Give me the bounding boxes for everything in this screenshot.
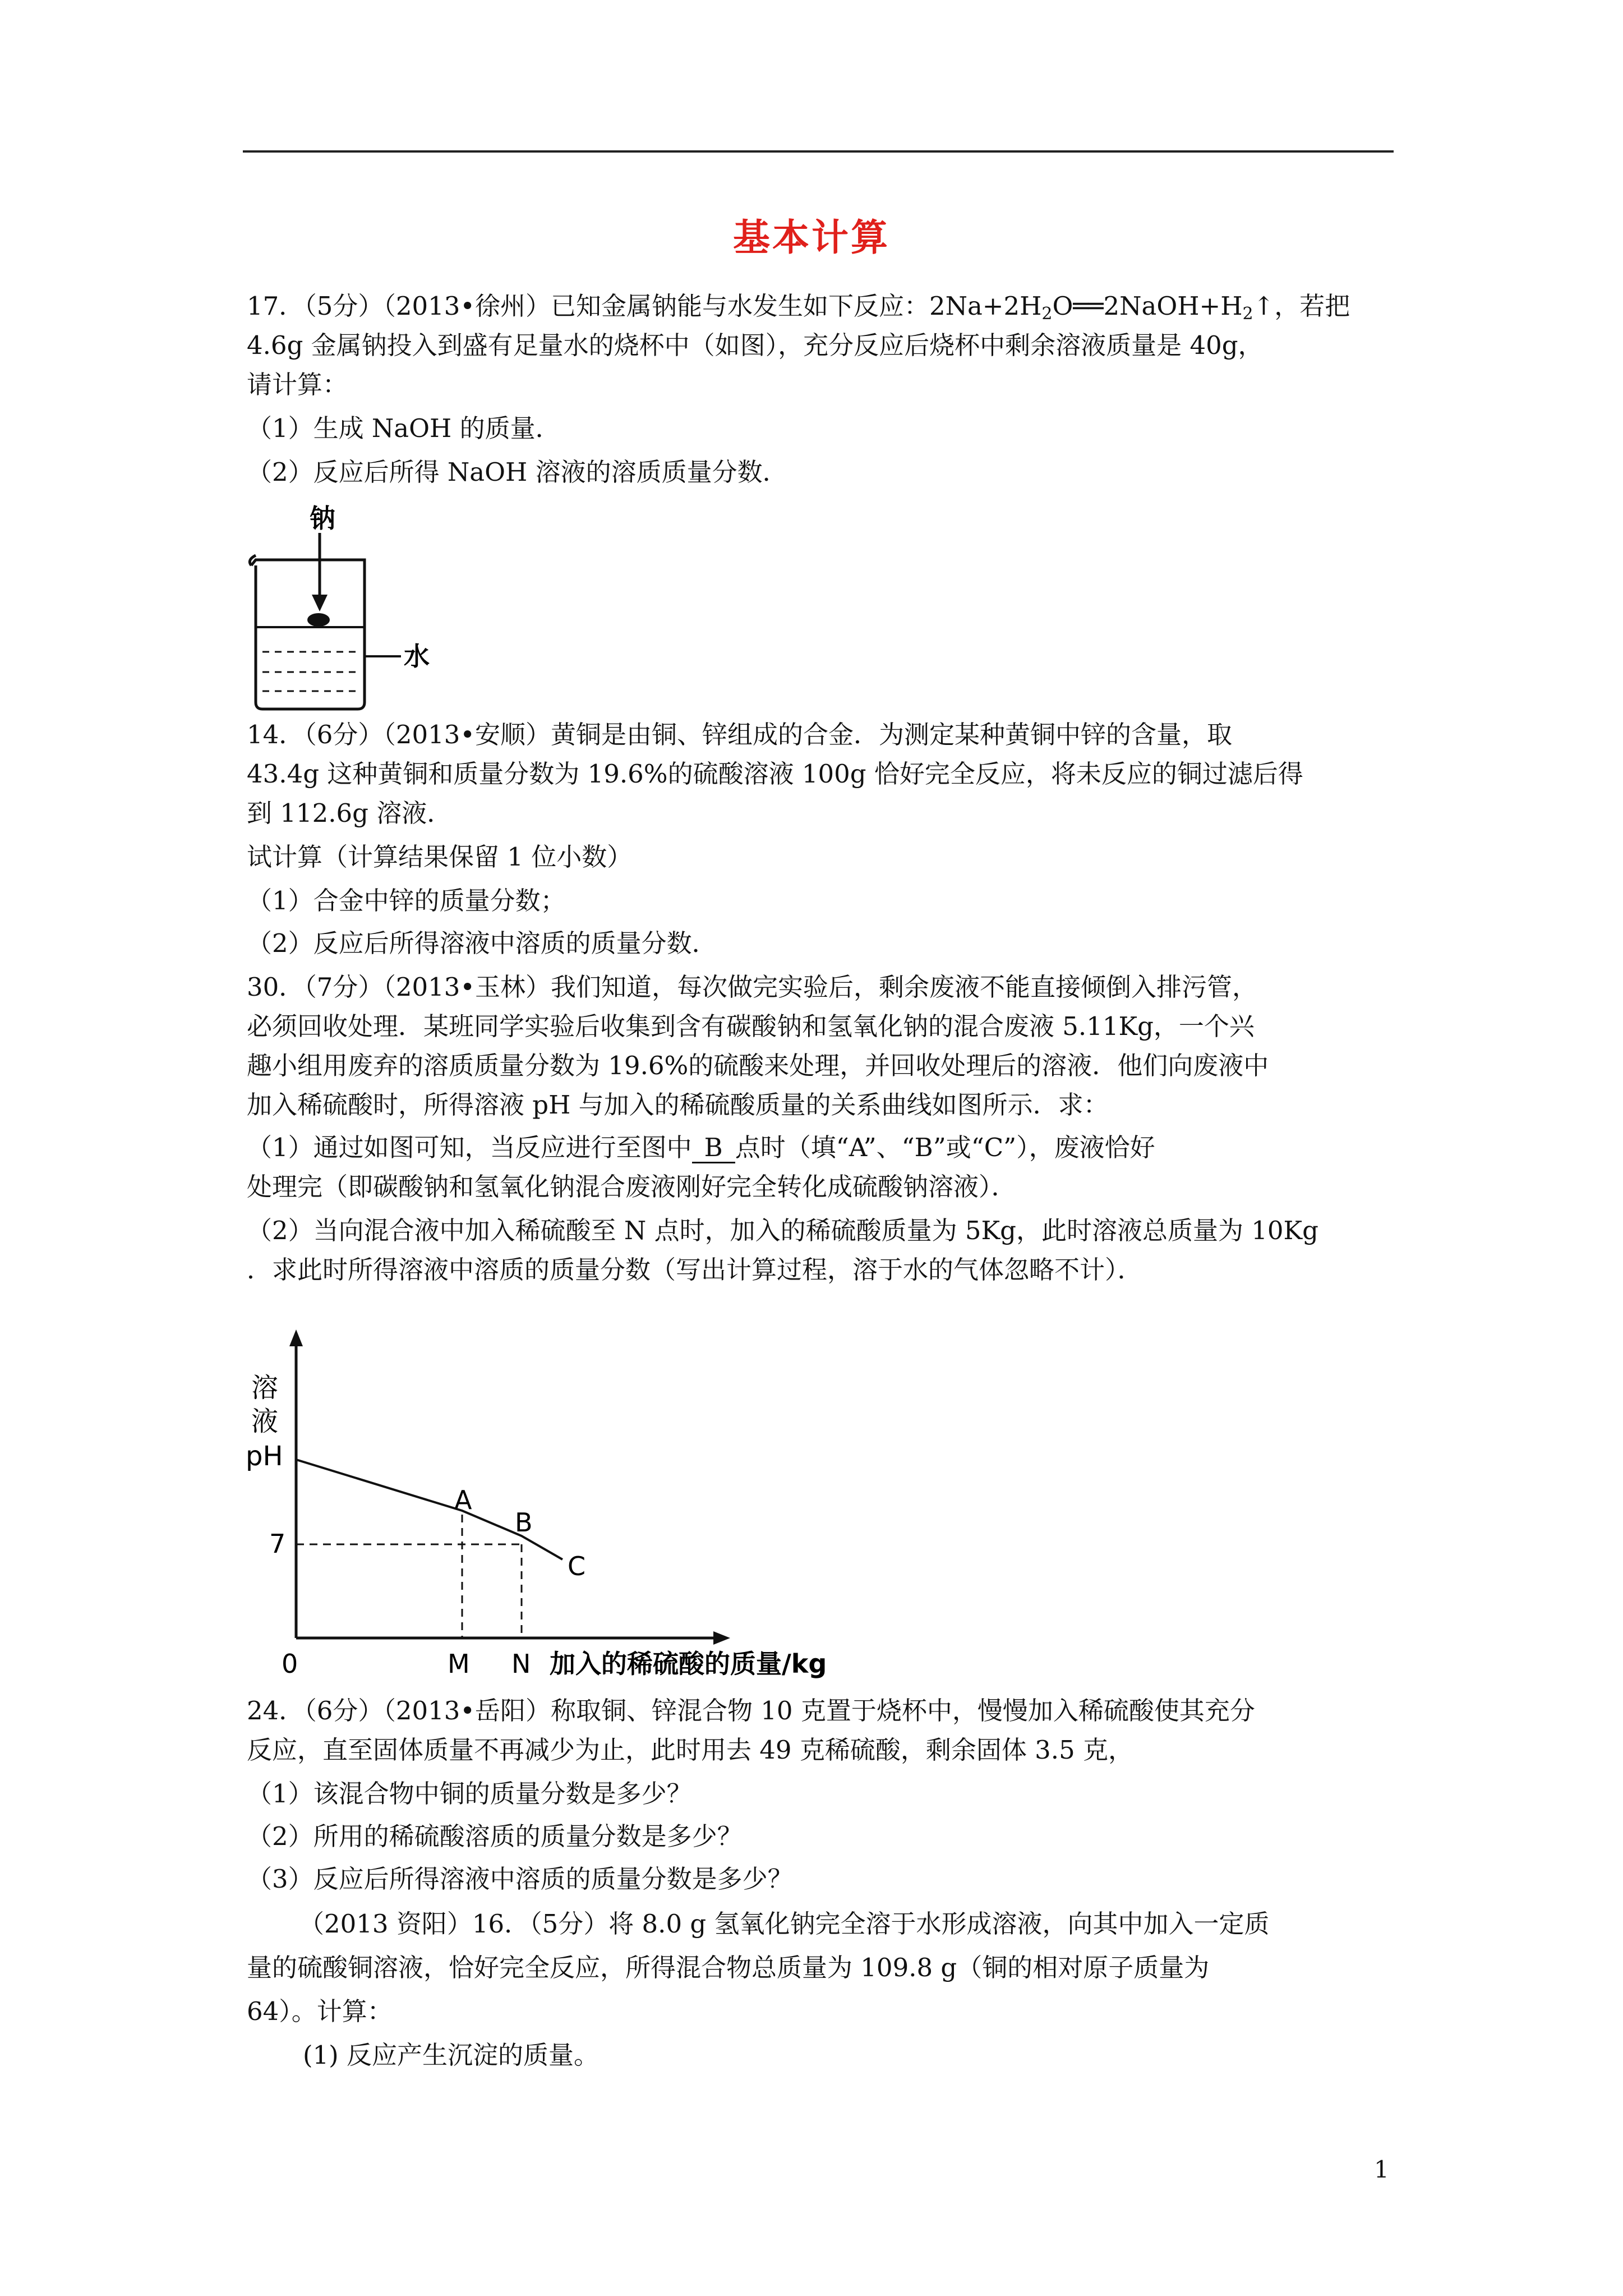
y-tick-7: 7	[269, 1529, 286, 1559]
q30-line-8: ．求此时所得溶液中溶质的质量分数（写出计算过程，溶于水的气体忽略不计）．	[247, 1255, 1143, 1285]
sodium-label: 钠	[310, 503, 335, 533]
beaker-figure	[236, 494, 471, 720]
sodium-lump	[307, 613, 330, 627]
y-axis-label-2: 液	[251, 1406, 279, 1437]
q14-line-6: （2）反应后所得溶液中溶质的质量分数．	[247, 928, 717, 958]
q17-line-5: （2）反应后所得 NaOH 溶液的溶质质量分数．	[247, 457, 788, 487]
q24-line-3: （1）该混合物中铜的质量分数是多少？	[247, 1779, 692, 1809]
q17-subscript-2: 2	[1242, 304, 1253, 324]
q24-line-1: 24．（6分）（2013•岳阳）称取铜、锌混合物 10 克置于烧杯中，慢慢加入稀硫酸使其充分	[247, 1696, 1255, 1726]
x-axis-label: 加入的稀硫酸的质量/kg	[550, 1649, 827, 1679]
water-label: 水	[404, 641, 430, 671]
q24-line-2: 反应，直至固体质量不再减少为止，此时用去 49 克稀硫酸，剩余固体 3.5 克，	[247, 1735, 1134, 1765]
point-a-label: A	[454, 1485, 472, 1515]
q30-text-a: （1）通过如图可知，当反应进行至图中	[247, 1133, 692, 1162]
page-title: 基本计算	[733, 215, 890, 259]
q14-line-3: 到 112.6g 溶液．	[247, 798, 453, 828]
point-c-label: C	[568, 1551, 586, 1581]
q16-line-1: （2013 资阳）16．（5分）将 8.0 g 氢氧化钠完全溶于水形成溶液，向其中加入一定质	[299, 1909, 1270, 1939]
q17-text-a: 17．（5分）（2013•徐州）已知金属钠能与水发生如下反应：2Na+2H	[247, 291, 1042, 321]
q16-line-2: 量的硫酸铜溶液，恰好完全反应，所得混合物总质量为 109.8 g（铜的相对原子质量为	[247, 1953, 1210, 1982]
y-axis-label-1: 溶	[251, 1372, 279, 1404]
header-rule	[243, 150, 1394, 153]
x-tick-n: N	[511, 1649, 531, 1679]
y-axis-label-3: pH	[246, 1441, 283, 1472]
q30-line-3: 趣小组用废弃的溶质质量分数为 19.6%的硫酸来处理，并回收处理后的溶液．他们向废液中	[247, 1051, 1269, 1080]
origin-label: 0	[282, 1649, 298, 1679]
q17-subscript-1: 2	[1041, 304, 1053, 324]
page-number: 1	[1374, 2156, 1389, 2183]
q17-text-c: ↑，若把	[1253, 291, 1350, 321]
q16-line-3: 64）。计算：	[247, 1996, 393, 2026]
q17-line-3: 请计算：	[247, 370, 348, 399]
q24-line-4: （2）所用的稀硫酸溶质的质量分数是多少？	[247, 1821, 743, 1851]
q16-line-4: (1) 反应产生沉淀的质量。	[303, 2040, 600, 2070]
q30-line-1: 30．（7分）（2013•玉林）我们知道，每次做完实验后，剩余废液不能直接倾倒入排污管，	[247, 972, 1257, 1002]
x-tick-m: M	[448, 1649, 470, 1679]
q30-line-7: （2）当向混合液中加入稀硫酸至 N 点时，加入的稀硫酸质量为 5Kg，此时溶液总质量为 10Kg	[247, 1216, 1318, 1245]
q30-line-6: 处理完（即碳酸钠和氢氧化钠混合废液刚好完全转化成硫酸钠溶液）．	[247, 1172, 1017, 1202]
answer-blank: B	[692, 1134, 735, 1163]
q17-text-b: O══2NaOH+H	[1052, 291, 1243, 321]
q14-line-1: 14．（6分）（2013•安顺）黄铜是由铜、锌组成的合金．为测定某种黄铜中锌的含量，取	[247, 720, 1232, 749]
q17-line-4: （1）生成 NaOH 的质量．	[247, 413, 561, 443]
q30-line-4: 加入稀硫酸时，所得溶液 pH 与加入的稀硫酸质量的关系曲线如图所示．求：	[247, 1090, 1109, 1120]
ph-graph	[236, 1324, 897, 1691]
q17-line-1	[247, 289, 1350, 323]
q24-line-5: （3）反应后所得溶液中溶质的质量分数是多少？	[247, 1864, 793, 1894]
q14-line-5: （1）合金中锌的质量分数；	[247, 886, 566, 915]
q14-line-2: 43.4g 这种黄铜和质量分数为 19.6%的硫酸溶液 100g 恰好完全反应，将未反应的铜过滤后得	[247, 759, 1303, 789]
q30-text-b: 点时（填“A”、“B”或“C”），废液恰好	[735, 1133, 1155, 1162]
q30-line-2: 必须回收处理．某班同学实验后收集到含有碳酸钠和氢氧化钠的混合废液 5.11Kg，一个兴	[247, 1011, 1255, 1041]
q14-line-4: 试计算（计算结果保留 1 位小数）	[247, 842, 633, 872]
point-b-label: B	[515, 1507, 533, 1538]
q30-line-5	[247, 1131, 1155, 1165]
q17-line-2: 4.6g 金属钠投入到盛有足量水的烧杯中（如图），充分反应后烧杯中剩余溶液质量是 40g，	[247, 330, 1264, 360]
